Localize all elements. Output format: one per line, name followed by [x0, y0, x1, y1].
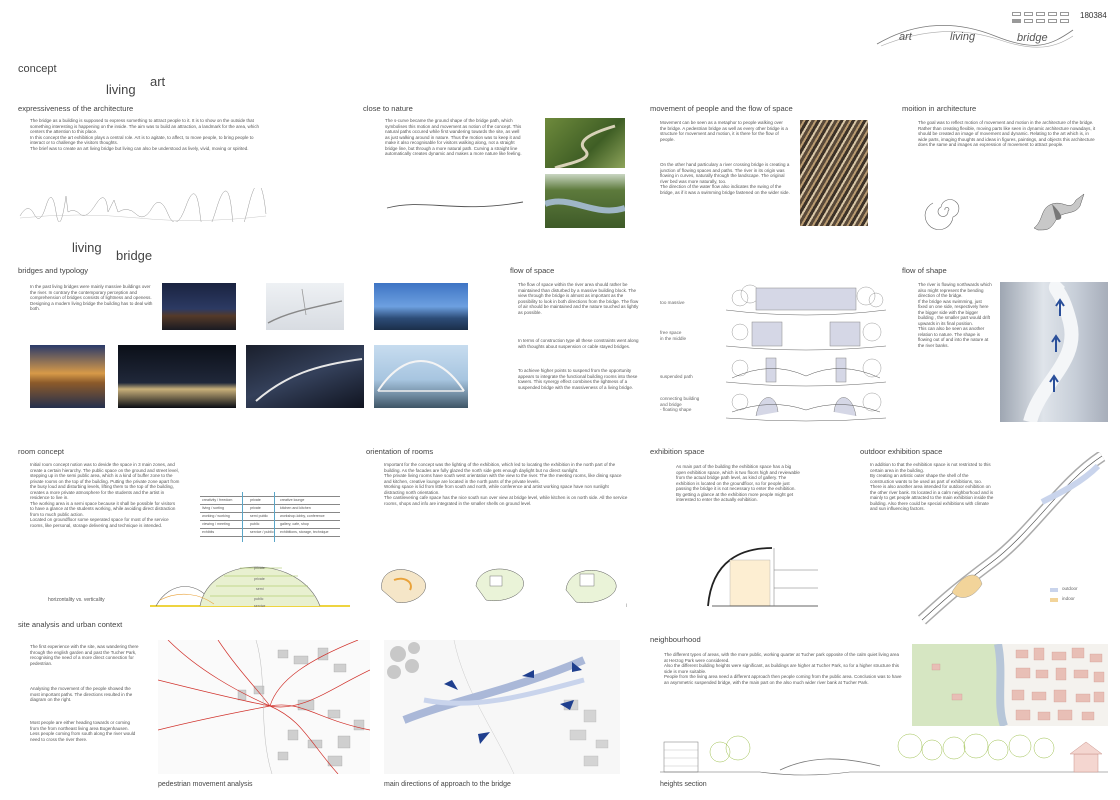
section-label-semi: semi [256, 587, 264, 591]
text-movement-2: On the other hand particulary a river crossing bridge is creating a junction of flowing spaces and paths. The river in its origin was flowing in curves, naturally through the landscape. The original river bed was more naturally, too. The direction of the water flow also indicates the swing of the bridge, as if it was a swimming bridge fastened on the wider side. [660, 162, 790, 195]
heights-section-drawing [660, 726, 1108, 778]
table-row: exhibits service / public exhibitions, storage, technique [200, 529, 340, 537]
diagram-label-suspended-path: suspended path [660, 374, 693, 379]
spiral-sketch [924, 190, 966, 230]
project-logo [875, 22, 1075, 48]
caption-approach: main directions of approach to the bridge [384, 781, 511, 788]
photo-bridge-arch [374, 345, 468, 408]
table-row: creativity / freedom private creative lounge [200, 497, 340, 505]
logo-word-living: living [950, 31, 976, 43]
photo-bridge-model-white [266, 283, 344, 330]
map-approach-directions [384, 640, 620, 774]
caption-pedestrian: pedestrian movement analysis [158, 781, 253, 788]
s-curve-line [385, 196, 525, 214]
table-row: living / sorting private kitchen and kitchen [200, 505, 340, 513]
section-title-flow-of-shape: flow of shape [902, 266, 947, 275]
render-flow-shape [1000, 282, 1108, 422]
caption-horizontality: horizontality vs. verticality [48, 597, 105, 603]
room-concept-table [200, 496, 340, 540]
section-hill-diagram [150, 560, 350, 610]
legend-indoor [1050, 596, 1110, 606]
diagram-too-massive [726, 285, 886, 315]
plan-1 [382, 569, 426, 602]
text-flow-of-space-1: The flow of space within the river area should rather be maintained than disturbed by a massive building block. The view through the bridge is almost as important as the possibility to look in both directions from the bridge. The flow of air should be maintained and the nature touched as lightly as possible. [518, 282, 639, 315]
living-bridge-bridge: bridge [116, 248, 153, 263]
text-expressiveness: The bridge as a building is supposed to express something to attract people to it. It is to show on the outside that something interesting is happening on the inside. The aim was to build an attraction, a landmark for the area, which centers the attention to this place. In this concept the art exhibition plays a central role. Art is to agitate, to affect, to move people, to bring people to interact or to challenge the visitors thoughts. The brief was to create an art living bridge but living can also be understood as lively, vivid, moving or spirited. [30, 118, 260, 151]
section-label-service: service [254, 604, 266, 608]
text-flow-of-space-2: In terms of construction type all these constraints went along with thoughts about suspension or cable stayed bridges. [518, 338, 639, 349]
text-site-analysis-1: The first experience with the site, was wandering there through the english garden and past the Tucher Park, recognising the need of a more direct connection for pedestrian. [30, 644, 139, 666]
photo-crowd [800, 120, 868, 226]
photo-forest-path [545, 118, 625, 168]
section-title-expressiveness: expressiveness of the architecture [18, 104, 134, 113]
photo-bridge-city-blue [374, 283, 468, 330]
logo-word-bridge: bridge [1017, 32, 1048, 44]
scale-bar-detail: | [626, 602, 628, 607]
text-flow-of-space-3: To achieve higher points to suspend from the opportunity appears to integrate the functional building rooms into these towers. This synergy effect combines the lightness of a suspended bridge with the massiveness of a living bridge. [518, 368, 638, 390]
section-title-site-analysis: site analysis and urban context [18, 620, 123, 629]
caption-heights-section: heights section [660, 781, 707, 788]
section-title-motion: moition in architecture [902, 104, 977, 113]
section-title-movement: movement of people and the flow of space [650, 104, 793, 113]
map-pedestrian-movement [158, 640, 370, 774]
map-neighbourhood [912, 644, 1108, 726]
text-flow-of-shape: The river is flowing northwards which also might represent the bending direction of the bridge. If the bridge was swimming, just fixed on one side, respectively here the bigger side with the bigger building , the smaller part would drift upwards in its final position. This can also be seen as another relation to nature. The shape is flowing out of and into the nature at the river banks. [918, 282, 992, 348]
text-close-to-nature: The s-curve became the ground shape of the bridge path, which symbolises this motion and movement as notion of the concept. This natural paths occured while first wandering towards the site, as well as just walking around in nature. Thus the motion was to keep it and make it also recognisable for visitors walking along, not a straight bridge line, but through a more natural path. Curving a straight line automatically creates dynamic and makes a more nature like feeling. [385, 118, 522, 156]
photo-ponte-vecchio [30, 345, 105, 408]
flow-space-diagrams [726, 280, 886, 425]
section-title-flow-of-space: flow of space [510, 266, 555, 275]
plan-3 [566, 570, 616, 603]
sheet-number: 180384 [1080, 11, 1107, 20]
text-room-concept: Initial room concept notion was to devide the space in 3 main zones, and create a certain hierarchy. The public space on the ground and street level, stepping up in the semi public area, which is a kind of buffer zone to the private rooms on the top of the building. Putting the private zone apart from the busy loud and disturbing levels, lifting them to the top of the building, creates a more private atmosphere for the students and the artist in residence to live in. The working area is a semi space because it shall be possible for visitors to have a glance at the students working, while avoiding direct distraction from to much public action. Located on groundfloor some seperated space for most of the service rooms, like personal, storage delivering and technique is intended. [30, 462, 180, 528]
plan-2 [476, 569, 524, 601]
text-orientation: Important for the concept was the lighting of the exhibition, which led to locating the exhibition in the north part of the building. As the facades are fully glazed the north side gets enough daylight but no direct sunlight. The private living rooms have south west orientation with the view to the river. The the meeting rooms, like dining space and kitchen, creative lounge are located in the north parts of the private levels. Working space is lid from little from south and north, while conference and artist working space have non sunlight distracting north orientation. The cantilevering cafe space has the nice south sun over view at bridge level, while kitchen is on north side. All the service rooms, shops and info are integrated in the smaller shells on ground level. [384, 462, 628, 506]
orientation-plans [374, 560, 630, 610]
skyline-sketch [18, 188, 268, 222]
table-row: working / working semi public workshop-lobby, conference [200, 513, 340, 521]
text-bridges-typology: In the past living bridges were mainly massive buildings over the river. In contrary the contemporary perception and comprehension of bridges consists of lightness and openess. Designing a modern living bridge the building has to deal with both. [30, 284, 153, 311]
legend-swatch-outdoor [1050, 588, 1058, 592]
photo-river-bend [545, 174, 625, 228]
section-title-close-to-nature: close to nature [363, 104, 413, 113]
legend-label-indoor: indoor [1062, 596, 1075, 601]
section-label-private-1: private [254, 566, 265, 570]
concept-title: concept [18, 63, 57, 75]
living-bridge-living: living [72, 240, 102, 255]
text-motion: The goal was to reflect motion of movement and motion in the architecture of the bridge. Rather than creating flexible, moving parts like seen in dynamic architecture nowadays, it should be created an image of movement and dynamic. Relating to the art which is, in wide parts, imaging thoughts and ideas in figures, paintings, and objects this architecture does the same and images an expression of movement to attract people. [918, 120, 1096, 147]
section-title-exhibition: exhibition space [650, 447, 705, 456]
section-title-neighbourhood: neighbourhood [650, 635, 701, 644]
diagram-label-connecting: connecting building and bridge - floating shape [660, 396, 700, 412]
photo-bridge-night-1 [162, 283, 236, 330]
section-title-room-concept: room concept [18, 447, 65, 456]
section-label-private-2: private [254, 577, 265, 581]
flow-space-diagram-labels [660, 284, 730, 424]
table-row: viewing / meeting public gallery, cafe, shop [200, 521, 340, 529]
legend-label-outdoor: outdoor [1062, 586, 1078, 591]
text-site-analysis-2: Analysing the movement of the people showed the most important paths. The directions resulted in the diagram on the right. [30, 686, 133, 702]
text-site-analysis-3: Most people are either heading towards or coming from the from northeast living area Bogenhausen. Less people coming from south along the river would need to cross the river there. [30, 720, 136, 742]
photo-bridge-night-2 [118, 345, 236, 408]
diagram-label-free-space: free space in the middle [660, 330, 687, 341]
section-label-public: public [254, 597, 264, 601]
text-outdoor-exhibition: In addition to that the exhibition space is not restricted to this certain area in the building. By creating an artistic outer shape the shell of the construction wants to be used as part of exhibitions, too. There is also another area intended for outdoor exhibition on the other river bank. Its located in a calm neighborhood and is mainly to get people attracted to the main exhibition inside the building. Also there could be special exhibitions with climate and sun influencing factors. [870, 462, 994, 511]
section-title-bridges-typology: bridges and typology [18, 266, 89, 275]
concept-living: living [106, 82, 136, 97]
section-title-outdoor-exhibition: outdoor exhibition space [860, 447, 943, 456]
photo-bridge-curved-night [246, 345, 364, 408]
text-neighbourhood: The different types of areas, with the more public, working quarter at Tucher park opposite of the calm quiet living area at Herzog Park were considered. Also the different building heights were significant, as buildings are higher at Tucher Park, so for a higher structure this side is more suitable. People from the living area need a different approach then people coming from the public area. Conclusion was to have an asymmetric suspended bridge, with the main part on the also much wider river bank at Tucher Park. [664, 652, 902, 685]
diagram-label-too-massive: too massive [660, 300, 685, 305]
text-movement-1: Movement can be seen as a metaphor to people walking over the bridge. A pedestrian bridge as well as every other bridge is a structure for movement and motion, it is there for the flow of people. [660, 120, 788, 142]
concept-art: art [150, 74, 166, 89]
text-exhibition: As main part of the building the exhibition space has a big open exhibition space, which is two floors high and reviewable from the actual bridge path level, as kind of gallery. The exhibition is located on the groundfloor, so for people just passing the bridge it is not necessary to enter the exhibition. By getting a glance at the exhibition more people might get interested to enter the actually exhibition. [676, 464, 800, 502]
section-title-orientation: orientation of rooms [366, 447, 434, 456]
legend-swatch-indoor [1050, 598, 1058, 602]
logo-word-art: art [899, 31, 912, 43]
exhibition-section-drawing [702, 540, 822, 610]
legend-outdoor [1050, 586, 1110, 596]
ribbon-sculpture [1030, 190, 1088, 232]
